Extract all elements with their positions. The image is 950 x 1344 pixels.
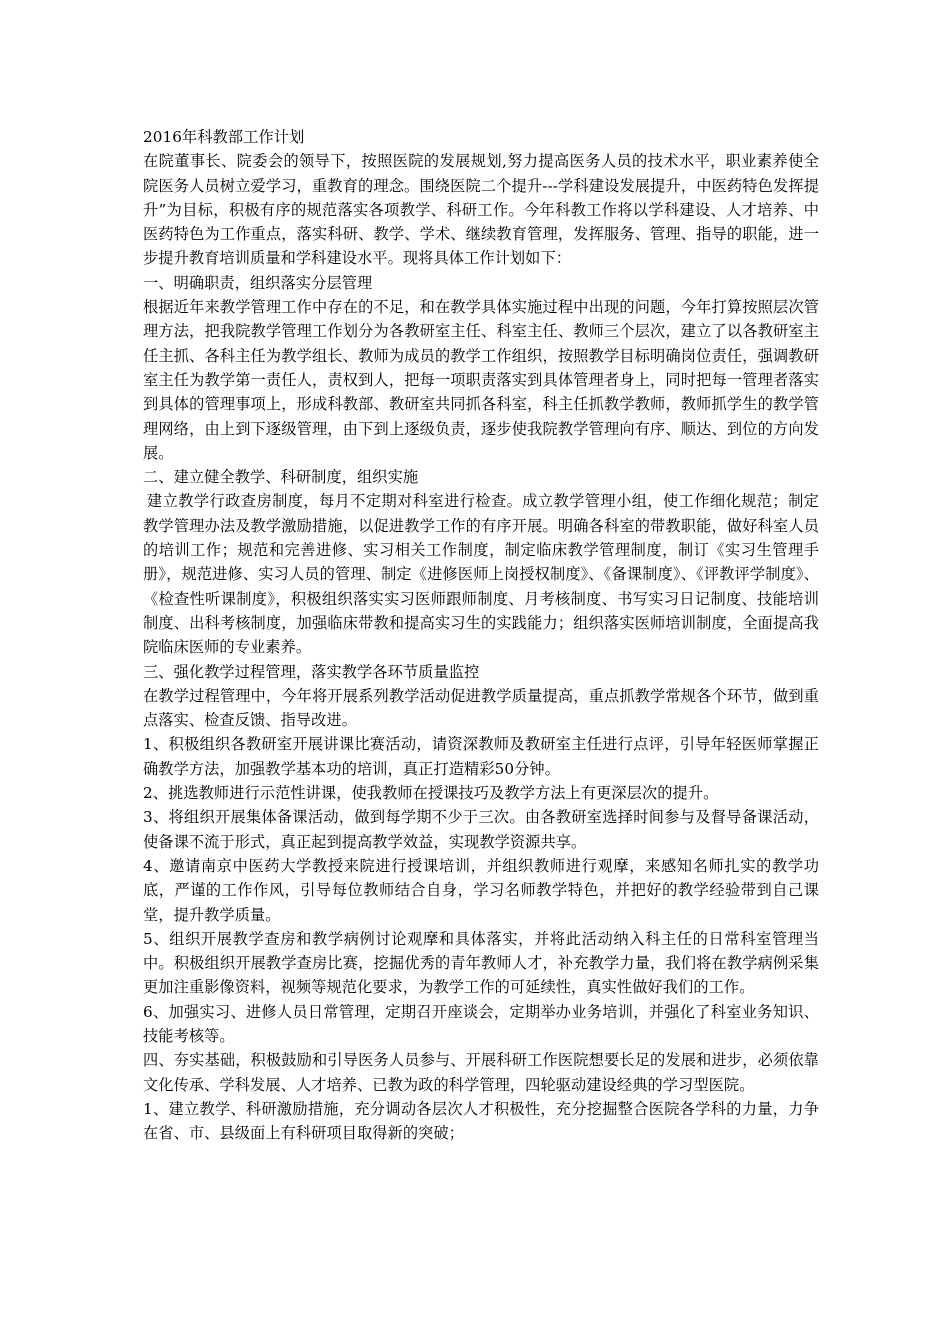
section-3-item-6: 6、加强实习、进修人员日常管理，定期召开座谈会，定期举办业务培训，并强化了科室业务知识、技能考核等。: [143, 1002, 819, 1045]
section-heading-1: 一、明确职责，组织落实分层管理: [143, 273, 373, 292]
intro-paragraph: 在院董事长、院委会的领导下，按照医院的发展规划,努力提高医务人员的技术水平，职业素养使全院医务人员树立爱学习，重教育的理念。围绕医院二个提升---学科建设发展提升，中医药特色发挥提升”为目标，积极有序的规范落实各项教学、科研工作。今年科教工作将以学科建设、人才培养、中医药特色为工作重点，落实科研、教学、学术、继续教育管理，发挥服务、管理、指导的职能，进一步提升教育培训质量和学科建设水平。现将具体工作计划如下：: [143, 152, 819, 268]
section-2-paragraph: 建立教学行政查房制度，每月不定期对科室进行检查。成立教学管理小组，使工作细化规范；制定教学管理办法及教学激励措施，以促进教学工作的有序开展。明确各科室的带教职能，做好科室人员的培训工作；规范和完善进修、实习相关工作制度，制定临床教学管理制度，制订《实习生管理手册》，规范进修、实习人员的管理、制定《进修医师上岗授权制度》、《备课制度》、《评教评学制度》、《检查性听课制度》，积极组织落实实习医师跟师制度、月考核制度、书写实习日记制度、技能培训制度、出科考核制度，加强临床带教和提高实习生的实践能力；组织落实医师培训制度，全面提高我院临床医师的专业素养。: [143, 492, 819, 657]
section-4-item-1: 1、建立教学、科研激励措施，充分调动各层次人才积极性，充分挖掘整合医院各学科的力量，力争在省、市、县级面上有科研项目取得新的突破；: [143, 1099, 819, 1143]
section-3-intro-paragraph: 在教学过程管理中，今年将开展系列教学活动促进教学质量提高，重点抓教学常规各个环节，做到重点落实、检查反馈、指导改进。: [143, 686, 819, 730]
document-body: [143, 125, 819, 1145]
section-3-item-1: 1、积极组织各教研室开展讲课比赛活动，请资深教师及教研室主任进行点评，引导年轻医师掌握正确教学方法，加强教学基本功的培训，真正打造精彩50分钟。: [143, 735, 819, 778]
section-3-item-5: 5、组织开展教学查房和教学病例讨论观摩和具体落实，并将此活动纳入科主任的日常科室管理当中。积极组织开展教学查房比赛，挖掘优秀的青年教师人才，补充教学力量，我们将在教学病例采集更加注重影像资料，视频等规范化要求，为教学工作的可延续性，真实性做好我们的工作。: [143, 929, 819, 997]
section-3-item-2: 2、挑选教师进行示范性讲课，使我教师在授课技巧及教学方法上有更深层次的提升。: [143, 784, 719, 803]
section-3-item-4: 4、邀请南京中医药大学教授来院进行授课培训，并组织教师进行观摩，来感知名师扎实的教学功底，严谨的工作作风，引导每位教师结合自身，学习名师教学特色，并把好的教学经验带到自己课堂，提升教学质量。: [143, 856, 819, 924]
section-3-item-3: 3、将组织开展集体备课活动，做到每学期不少于三次。由各教研室选择时间参与及督导备课活动，使备课不流于形式，真正起到提高教学效益，实现教学资源共享。: [143, 808, 819, 851]
section-heading-2: 二、建立健全教学、科研制度，组织实施: [143, 468, 419, 487]
section-heading-3: 三、强化教学过程管理，落实教学各环节质量监控: [143, 662, 480, 681]
section-heading-4: 四、夯实基础，积极鼓励和引导医务人员参与、开展科研工作医院想要长足的发展和进步，必须依靠文化传承、学科发展、人才培养、已教为政的科学管理，四轮驱动建设经典的学习型医院。: [143, 1051, 819, 1094]
section-1-paragraph: 根据近年来教学管理工作中存在的不足，和在教学具体实施过程中出现的问题，今年打算按照层次管理方法，把我院教学管理工作划分为各教研室主任、科室主任、教师三个层次，建立了以各教研室主任主抓、各科主任为教学组长、教师为成员的教学工作组织，按照教学目标明确岗位责任，强调教研室主任为教学第一责任人，责权到人，把每一项职责落实到具体管理者身上，同时把每一管理者落实到具体的管理事项上，形成科教部、教研室共同抓各科室，科主任抓教学教师，教师抓学生的教学管理网络，由上到下逐级管理，由下到上逐级负责，逐步使我院教学管理向有序、顺达、到位的方向发展。: [143, 298, 819, 462]
document-title: 2016年科教部工作计划: [143, 128, 305, 146]
